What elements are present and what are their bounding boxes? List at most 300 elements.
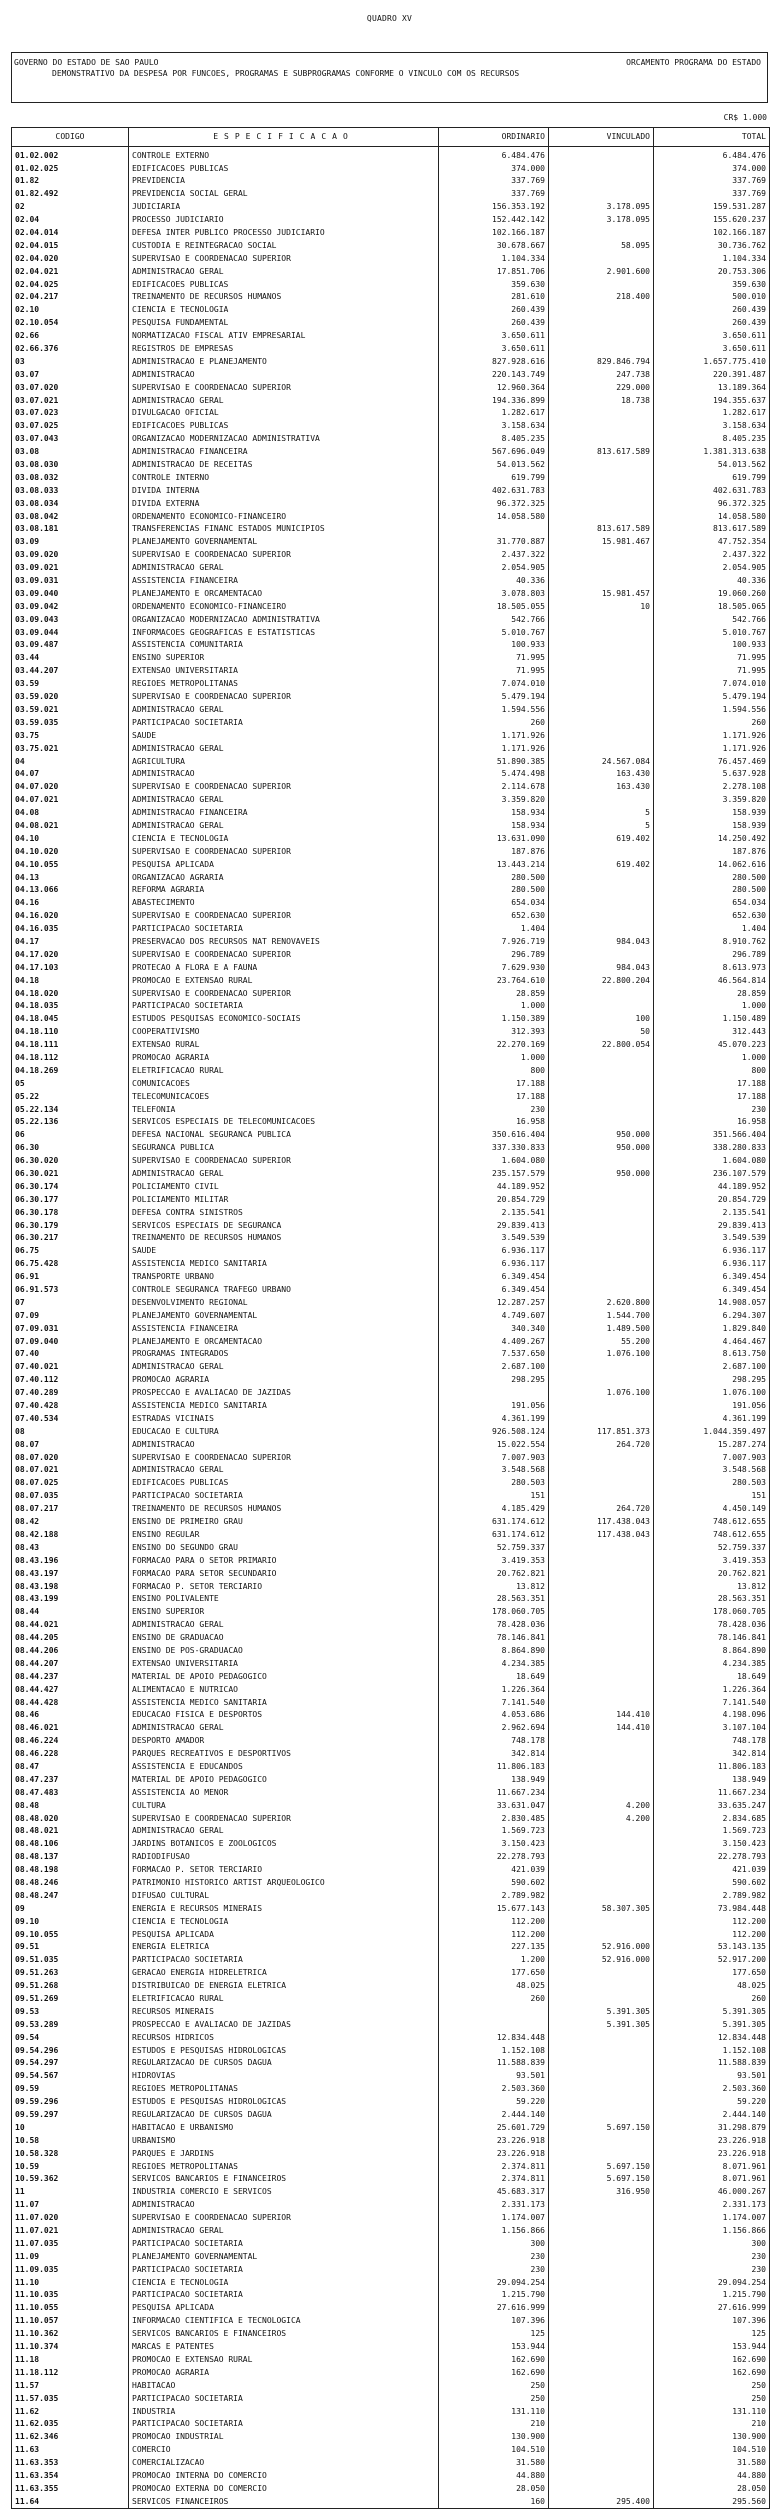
- table-row: [12, 1915, 770, 1928]
- row-especificacao: PARTICIPACAO SOCIETARIA: [129, 2392, 439, 2405]
- row-especificacao: DIVIDA EXTERNA: [129, 497, 439, 510]
- row-vinculado: [549, 987, 654, 1000]
- row-ordinario: 18.505.055: [439, 600, 549, 613]
- row-code: 11.63: [12, 2444, 129, 2457]
- row-especificacao: ASSISTENCIA MEDICO SANITARIA: [129, 1258, 439, 1271]
- row-code: 04.07: [12, 768, 129, 781]
- row-vinculado: 3.178.095: [549, 201, 654, 214]
- government-name: GOVERNO DO ESTADO DE SAO PAULO: [14, 58, 159, 67]
- row-total: 13.812: [654, 1580, 770, 1593]
- table-row: [12, 1425, 770, 1438]
- row-total: 20.854.729: [654, 1193, 770, 1206]
- row-especificacao: ADMINISTRACAO GERAL: [129, 1361, 439, 1374]
- row-code: 07.40: [12, 1348, 129, 1361]
- table-row: [12, 1103, 770, 1116]
- row-ordinario: 31.580: [439, 2456, 549, 2469]
- row-total: 5.010.767: [654, 626, 770, 639]
- table-row: [12, 2263, 770, 2276]
- row-total: 3.150.423: [654, 1838, 770, 1851]
- table-row: [12, 1000, 770, 1013]
- row-total: 2.503.360: [654, 2083, 770, 2096]
- row-vinculado: [549, 2108, 654, 2121]
- row-code: 04.18: [12, 974, 129, 987]
- row-total: 59.220: [654, 2095, 770, 2108]
- row-code: 09.51.269: [12, 1992, 129, 2005]
- row-total: 14.250.492: [654, 832, 770, 845]
- table-row: [12, 1851, 770, 1864]
- row-especificacao: REGULARIZACAO DE CURSOS DAGUA: [129, 2108, 439, 2121]
- row-especificacao: MATERIAL DE APOIO PEDAGOGICO: [129, 1670, 439, 1683]
- row-especificacao: ENERGIA E RECURSOS MINERAIS: [129, 1902, 439, 1915]
- table-row: [12, 2469, 770, 2482]
- row-code: 08.42.188: [12, 1528, 129, 1541]
- row-ordinario: 2.135.541: [439, 1206, 549, 1219]
- table-row: [12, 755, 770, 768]
- row-especificacao: SERVICOS ESPECIAIS DE SEGURANCA: [129, 1219, 439, 1232]
- table-row: [12, 1760, 770, 1773]
- row-vinculado: [549, 1979, 654, 1992]
- row-vinculado: 5.697.150: [549, 2121, 654, 2134]
- row-code: 11: [12, 2186, 129, 2199]
- row-vinculado: 4.200: [549, 1799, 654, 1812]
- table-row: [12, 2379, 770, 2392]
- row-total: 162.690: [654, 2353, 770, 2366]
- row-total: 18.505.065: [654, 600, 770, 613]
- row-code: 04.13.066: [12, 884, 129, 897]
- row-ordinario: 281.610: [439, 291, 549, 304]
- row-vinculado: [549, 407, 654, 420]
- row-especificacao: SUPERVISAO E COORDENACAO SUPERIOR: [129, 1812, 439, 1825]
- row-especificacao: SUPERVISAO E COORDENACAO SUPERIOR: [129, 381, 439, 394]
- row-total: 1.226.364: [654, 1683, 770, 1696]
- row-code: 11.10.362: [12, 2328, 129, 2341]
- row-vinculado: [549, 2418, 654, 2431]
- row-especificacao: EDIFICACOES PUBLICAS: [129, 420, 439, 433]
- table-row: [12, 2083, 770, 2096]
- table-row: [12, 1219, 770, 1232]
- row-total: 28.050: [654, 2482, 770, 2495]
- row-total: 73.984.448: [654, 1902, 770, 1915]
- row-ordinario: 22.278.793: [439, 1851, 549, 1864]
- row-especificacao: PRESERVACAO DOS RECURSOS NAT RENOVAVEIS: [129, 935, 439, 948]
- table-row: [12, 1154, 770, 1167]
- row-ordinario: 13.812: [439, 1580, 549, 1593]
- row-especificacao: INFORMACAO CIENTIFICA E TECNOLOGICA: [129, 2315, 439, 2328]
- row-vinculado: [549, 1232, 654, 1245]
- row-code: 07: [12, 1296, 129, 1309]
- row-vinculado: [549, 2444, 654, 2457]
- row-vinculado: 5.391.305: [549, 2018, 654, 2031]
- row-especificacao: AGRICULTURA: [129, 755, 439, 768]
- row-total: 8.405.235: [654, 433, 770, 446]
- row-vinculado: [549, 1090, 654, 1103]
- row-code: 03.07.025: [12, 420, 129, 433]
- row-vinculado: 58.095: [549, 239, 654, 252]
- row-code: 03.08.032: [12, 471, 129, 484]
- row-total: 1.171.926: [654, 729, 770, 742]
- row-especificacao: RECURSOS HIDRICOS: [129, 2031, 439, 2044]
- row-total: 16.958: [654, 1116, 770, 1129]
- table-row: [12, 1193, 770, 1206]
- row-code: 11.63.355: [12, 2482, 129, 2495]
- row-vinculado: [549, 162, 654, 175]
- row-total: 159.531.287: [654, 201, 770, 214]
- row-total: 337.769: [654, 188, 770, 201]
- row-especificacao: ESTUDOS E PESQUISAS HIDROLOGICAS: [129, 2044, 439, 2057]
- row-especificacao: DISTRIBUICAO DE ENERGIA ELETRICA: [129, 1979, 439, 1992]
- row-code: 02.66: [12, 329, 129, 342]
- row-ordinario: 11.588.839: [439, 2057, 549, 2070]
- row-total: 158.939: [654, 819, 770, 832]
- row-especificacao: PESQUISA APLICADA: [129, 858, 439, 871]
- row-total: 177.650: [654, 1967, 770, 1980]
- row-especificacao: SERVICOS BANCARIOS E FINANCEIROS: [129, 2328, 439, 2341]
- row-vinculado: [549, 652, 654, 665]
- table-row: [12, 1309, 770, 1322]
- row-total: 230: [654, 1103, 770, 1116]
- row-especificacao: DIVULGACAO OFICIAL: [129, 407, 439, 420]
- row-especificacao: EDIFICACOES PUBLICAS: [129, 278, 439, 291]
- row-ordinario: 1.282.617: [439, 407, 549, 420]
- table-row: [12, 1528, 770, 1541]
- row-total: 1.569.723: [654, 1825, 770, 1838]
- row-code: 11.62.346: [12, 2431, 129, 2444]
- row-code: 11.63.354: [12, 2469, 129, 2482]
- row-vinculado: 52.916.000: [549, 1941, 654, 1954]
- row-ordinario: 52.759.337: [439, 1541, 549, 1554]
- row-vinculado: [549, 1116, 654, 1129]
- row-especificacao: ORDENAMENTO ECONOMICO-FINANCEIRO: [129, 510, 439, 523]
- row-total: 500.010: [654, 291, 770, 304]
- row-ordinario: 567.696.049: [439, 445, 549, 458]
- row-total: 8.613.750: [654, 1348, 770, 1361]
- row-especificacao: SERVICOS BANCARIOS E FINANCEIROS: [129, 2173, 439, 2186]
- row-vinculado: [549, 742, 654, 755]
- table-row: [12, 2160, 770, 2173]
- table-row: [12, 394, 770, 407]
- row-total: 3.158.634: [654, 420, 770, 433]
- row-vinculado: 5.391.305: [549, 2005, 654, 2018]
- row-vinculado: [549, 729, 654, 742]
- row-total: 96.372.325: [654, 497, 770, 510]
- row-total: 45.070.223: [654, 1038, 770, 1051]
- table-row: [12, 2456, 770, 2469]
- row-ordinario: 25.601.729: [439, 2121, 549, 2134]
- expense-table: [11, 127, 770, 2509]
- row-ordinario: 1.404: [439, 922, 549, 935]
- row-total: 374.000: [654, 162, 770, 175]
- row-total: 4.234.385: [654, 1657, 770, 1670]
- table-row: [12, 729, 770, 742]
- table-row: [12, 600, 770, 613]
- row-ordinario: 45.683.317: [439, 2186, 549, 2199]
- row-vinculado: [549, 2340, 654, 2353]
- row-code: 08.44: [12, 1606, 129, 1619]
- row-especificacao: EXTENSAO UNIVERSITARIA: [129, 1657, 439, 1670]
- row-code: 03.75: [12, 729, 129, 742]
- row-vinculado: [549, 458, 654, 471]
- row-ordinario: 29.094.254: [439, 2276, 549, 2289]
- row-code: 04.18.035: [12, 1000, 129, 1013]
- table-row: [12, 1142, 770, 1155]
- row-vinculado: [549, 2031, 654, 2044]
- row-especificacao: REGISTROS DE EMPRESAS: [129, 342, 439, 355]
- currency-unit: CR$ 1.000: [723, 113, 767, 122]
- row-ordinario: 1.226.364: [439, 1683, 549, 1696]
- row-code: 08.44.427: [12, 1683, 129, 1696]
- row-ordinario: 23.226.918: [439, 2134, 549, 2147]
- row-code: 11.62.035: [12, 2418, 129, 2431]
- table-row: [12, 523, 770, 536]
- row-especificacao: DEFESA NACIONAL SEGURANCA PUBLICA: [129, 1129, 439, 1142]
- row-ordinario: 1.171.926: [439, 742, 549, 755]
- row-ordinario: 7.926.719: [439, 935, 549, 948]
- row-vinculado: [549, 2263, 654, 2276]
- document-title: QUADRO XV: [366, 14, 413, 23]
- row-vinculado: [549, 948, 654, 961]
- row-vinculado: [549, 1838, 654, 1851]
- row-total: 1.076.100: [654, 1387, 770, 1400]
- table-row: [12, 1812, 770, 1825]
- row-ordinario: 4.409.267: [439, 1335, 549, 1348]
- row-vinculado: [549, 420, 654, 433]
- row-code: 11.07: [12, 2199, 129, 2212]
- table-row: [12, 974, 770, 987]
- row-vinculado: [549, 278, 654, 291]
- row-vinculado: [549, 2250, 654, 2263]
- row-especificacao: PLANEJAMENTO GOVERNAMENTAL: [129, 2250, 439, 2263]
- row-total: 71.995: [654, 665, 770, 678]
- row-ordinario: [439, 523, 549, 536]
- row-total: 15.287.274: [654, 1438, 770, 1451]
- row-total: 813.617.589: [654, 523, 770, 536]
- row-ordinario: 337.769: [439, 175, 549, 188]
- row-especificacao: SERVICOS FINANCEIROS: [129, 2495, 439, 2508]
- row-code: 08.44.021: [12, 1619, 129, 1632]
- row-ordinario: 162.690: [439, 2366, 549, 2379]
- row-ordinario: 138.949: [439, 1773, 549, 1786]
- table-row: [12, 1567, 770, 1580]
- row-vinculado: 264.720: [549, 1438, 654, 1451]
- row-especificacao: ENSINO DE POS-GRADUACAO: [129, 1644, 439, 1657]
- row-ordinario: 2.962.694: [439, 1722, 549, 1735]
- row-total: 6.936.117: [654, 1258, 770, 1271]
- table-row: [12, 484, 770, 497]
- row-ordinario: 4.185.429: [439, 1503, 549, 1516]
- row-code: 11.07.021: [12, 2224, 129, 2237]
- row-ordinario: 17.188: [439, 1077, 549, 1090]
- row-especificacao: CONTROLE SEGURANCA TRAFEGO URBANO: [129, 1283, 439, 1296]
- row-vinculado: 1.544.700: [549, 1309, 654, 1322]
- row-especificacao: PROTECAO A FLORA E A FAUNA: [129, 961, 439, 974]
- row-code: 04.18.269: [12, 1064, 129, 1077]
- row-ordinario: 7.141.540: [439, 1696, 549, 1709]
- row-total: 78.428.036: [654, 1619, 770, 1632]
- row-especificacao: PROMOCAO INDUSTRIAL: [129, 2431, 439, 2444]
- row-total: 2.444.140: [654, 2108, 770, 2121]
- table-row: [12, 1245, 770, 1258]
- row-code: 03: [12, 355, 129, 368]
- table-row: [12, 226, 770, 239]
- row-total: 2.687.100: [654, 1361, 770, 1374]
- table-row: [12, 329, 770, 342]
- row-ordinario: 827.928.616: [439, 355, 549, 368]
- row-especificacao: ADMINISTRACAO: [129, 2199, 439, 2212]
- row-total: 1.604.080: [654, 1154, 770, 1167]
- row-ordinario: 1.156.866: [439, 2224, 549, 2237]
- row-ordinario: 30.678.667: [439, 239, 549, 252]
- row-ordinario: 102.166.187: [439, 226, 549, 239]
- row-ordinario: 17.851.706: [439, 265, 549, 278]
- row-code: 09.59.297: [12, 2108, 129, 2121]
- table-row: [12, 1296, 770, 1309]
- row-vinculado: 22.800.204: [549, 974, 654, 987]
- row-code: 06.75: [12, 1245, 129, 1258]
- row-especificacao: ADMINISTRACAO GERAL: [129, 1722, 439, 1735]
- row-especificacao: ENSINO DO SEGUNDO GRAU: [129, 1541, 439, 1554]
- row-especificacao: COMERCIO: [129, 2444, 439, 2457]
- row-vinculado: 247.738: [549, 368, 654, 381]
- row-total: 337.769: [654, 175, 770, 188]
- table-row: [12, 147, 770, 162]
- row-especificacao: CIENCIA E TECNOLOGIA: [129, 2276, 439, 2289]
- row-code: 03.08.042: [12, 510, 129, 523]
- row-total: 7.141.540: [654, 1696, 770, 1709]
- row-vinculado: [549, 613, 654, 626]
- row-total: 8.864.890: [654, 1644, 770, 1657]
- table-row: [12, 858, 770, 871]
- table-row: [12, 2405, 770, 2418]
- row-code: 02.10: [12, 304, 129, 317]
- row-vinculado: 144.410: [549, 1722, 654, 1735]
- table-row: [12, 252, 770, 265]
- row-vinculado: [549, 1451, 654, 1464]
- row-code: 06.30.021: [12, 1167, 129, 1180]
- row-vinculado: [549, 433, 654, 446]
- row-total: 52.917.200: [654, 1954, 770, 1967]
- table-row: [12, 1631, 770, 1644]
- table-row: [12, 1283, 770, 1296]
- row-code: 06.30.174: [12, 1180, 129, 1193]
- row-total: 1.215.790: [654, 2289, 770, 2302]
- row-code: 01.02.002: [12, 147, 129, 162]
- row-especificacao: ADMINISTRACAO GERAL: [129, 742, 439, 755]
- row-code: 08.47.237: [12, 1773, 129, 1786]
- row-especificacao: ENSINO DE PRIMEIRO GRAU: [129, 1515, 439, 1528]
- table-row: [12, 2134, 770, 2147]
- row-ordinario: 131.110: [439, 2405, 549, 2418]
- row-ordinario: 230: [439, 2250, 549, 2263]
- row-ordinario: 23.226.918: [439, 2147, 549, 2160]
- row-ordinario: [439, 2018, 549, 2031]
- row-code: 11.10.374: [12, 2340, 129, 2353]
- row-ordinario: 260: [439, 716, 549, 729]
- row-vinculado: 813.617.589: [549, 445, 654, 458]
- row-especificacao: SUPERVISAO E COORDENACAO SUPERIOR: [129, 948, 439, 961]
- row-especificacao: REGIOES METROPOLITANAS: [129, 2083, 439, 2096]
- row-total: 5.637.928: [654, 768, 770, 781]
- row-ordinario: 20.762.821: [439, 1567, 549, 1580]
- row-vinculado: [549, 1851, 654, 1864]
- row-vinculado: [549, 1696, 654, 1709]
- table-row: [12, 897, 770, 910]
- row-especificacao: PLANEJAMENTO GOVERNAMENTAL: [129, 1309, 439, 1322]
- table-row: [12, 948, 770, 961]
- row-especificacao: FORMACAO P. SETOR TERCIARIO: [129, 1863, 439, 1876]
- row-especificacao: ORGANIZACAO MODERNIZACAO ADMINISTRATIVA: [129, 613, 439, 626]
- table-row: [12, 1361, 770, 1374]
- row-vinculado: [549, 2405, 654, 2418]
- table-row: [12, 549, 770, 562]
- row-vinculado: [549, 1412, 654, 1425]
- row-total: 8.613.973: [654, 961, 770, 974]
- row-vinculado: [549, 2328, 654, 2341]
- row-especificacao: ADMINISTRACAO GERAL: [129, 1464, 439, 1477]
- row-vinculado: 2.901.600: [549, 265, 654, 278]
- row-code: 06.30.178: [12, 1206, 129, 1219]
- row-vinculado: [549, 1631, 654, 1644]
- row-ordinario: 151: [439, 1490, 549, 1503]
- row-ordinario: 6.349.454: [439, 1270, 549, 1283]
- row-total: 187.876: [654, 845, 770, 858]
- row-total: 131.110: [654, 2405, 770, 2418]
- row-vinculado: [549, 2302, 654, 2315]
- row-vinculado: [549, 2366, 654, 2379]
- row-total: 654.034: [654, 897, 770, 910]
- row-total: 33.635.247: [654, 1799, 770, 1812]
- column-header-especificacao: ESPECIFICACAO: [129, 128, 439, 147]
- row-code: 06.30.179: [12, 1219, 129, 1232]
- row-especificacao: INDUSTRIA COMERCIO E SERVICOS: [129, 2186, 439, 2199]
- row-especificacao: PARTICIPACAO SOCIETARIA: [129, 2237, 439, 2250]
- table-row: [12, 1064, 770, 1077]
- row-especificacao: ESTRADAS VICINAIS: [129, 1412, 439, 1425]
- table-row: [12, 2237, 770, 2250]
- row-total: 280.503: [654, 1477, 770, 1490]
- table-row: [12, 935, 770, 948]
- row-code: 08.44.205: [12, 1631, 129, 1644]
- table-row: [12, 1129, 770, 1142]
- row-total: 48.025: [654, 1979, 770, 1992]
- table-row: [12, 2147, 770, 2160]
- table-row: [12, 497, 770, 510]
- row-especificacao: ENSINO SUPERIOR: [129, 1606, 439, 1619]
- table-row: [12, 2302, 770, 2315]
- table-row: [12, 510, 770, 523]
- row-especificacao: ADMINISTRACAO GERAL: [129, 1825, 439, 1838]
- table-row: [12, 1786, 770, 1799]
- row-ordinario: 12.834.448: [439, 2031, 549, 2044]
- row-ordinario: 31.770.887: [439, 536, 549, 549]
- row-ordinario: 4.749.607: [439, 1309, 549, 1322]
- table-row: [12, 690, 770, 703]
- row-total: 23.226.918: [654, 2134, 770, 2147]
- row-vinculado: 117.438.043: [549, 1515, 654, 1528]
- row-total: 2.331.173: [654, 2199, 770, 2212]
- row-ordinario: 260: [439, 1992, 549, 2005]
- table-row: [12, 845, 770, 858]
- row-code: 11.63.353: [12, 2456, 129, 2469]
- table-row: [12, 1399, 770, 1412]
- row-especificacao: CONTROLE INTERNO: [129, 471, 439, 484]
- row-code: 11.64: [12, 2495, 129, 2508]
- row-code: 01.82.492: [12, 188, 129, 201]
- row-total: 1.381.313.638: [654, 445, 770, 458]
- row-vinculado: [549, 1825, 654, 1838]
- row-ordinario: 162.690: [439, 2353, 549, 2366]
- row-code: 03.08.181: [12, 523, 129, 536]
- row-total: 296.789: [654, 948, 770, 961]
